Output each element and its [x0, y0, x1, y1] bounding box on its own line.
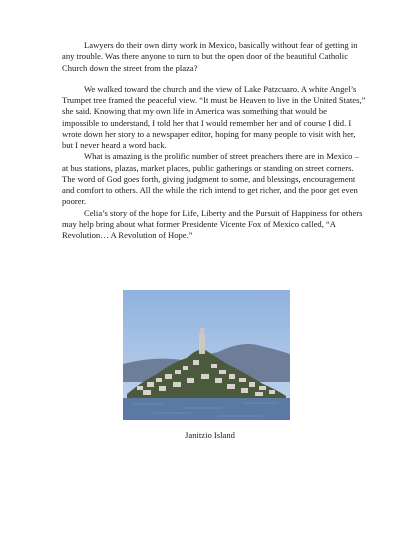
paragraph-lawyers: Lawyers do their own dirty work in Mexico, basically without fear of getting in any trouble. Was there anyone to turn to but the open door of the beautiful Catholic Church down the street from the plaza?: [62, 40, 358, 73]
paragraph-celia-story: Celia’s story of the hope for Life, Liberty and the Pursuit of Happiness for others may help bring about what former Presidente Vicente Fox of Mexico called, “A Revolution… A Revolution of Hope.”: [62, 207, 363, 240]
photo-caption: Janitzio Island: [185, 430, 235, 440]
paragraph-street-preachers: What is amazing is the prolific number of street preachers there are in Mexico – at bus stations, plazas, market places, public gatherings or standing on street corners. The word of God goes forth, giving judgment to some, and blessings, encouragement and comfort to others. All the while the rich intend to get richer, and the poor get even poorer.: [62, 151, 359, 207]
body-text: [62, 40, 366, 241]
statue-head: [201, 328, 204, 335]
hilltop-statue: [199, 334, 205, 354]
island-illustration: [123, 290, 290, 420]
lake-water: [123, 398, 290, 420]
janitzio-island-photo: [123, 290, 290, 420]
paragraph-church-walk: We walked toward the church and the view of Lake Patzcuaro. A white Angel’s Trumpet tree framed the peaceful view. “It must be Heaven to live in the United States,” she said. Knowing that my own life in America was something that would be impossible to understand, I told her that I would remember her and of course I did. I wrote down her story to a newspaper editor, hoping for many people to visit with her, but I never heard a word back.: [62, 83, 366, 150]
